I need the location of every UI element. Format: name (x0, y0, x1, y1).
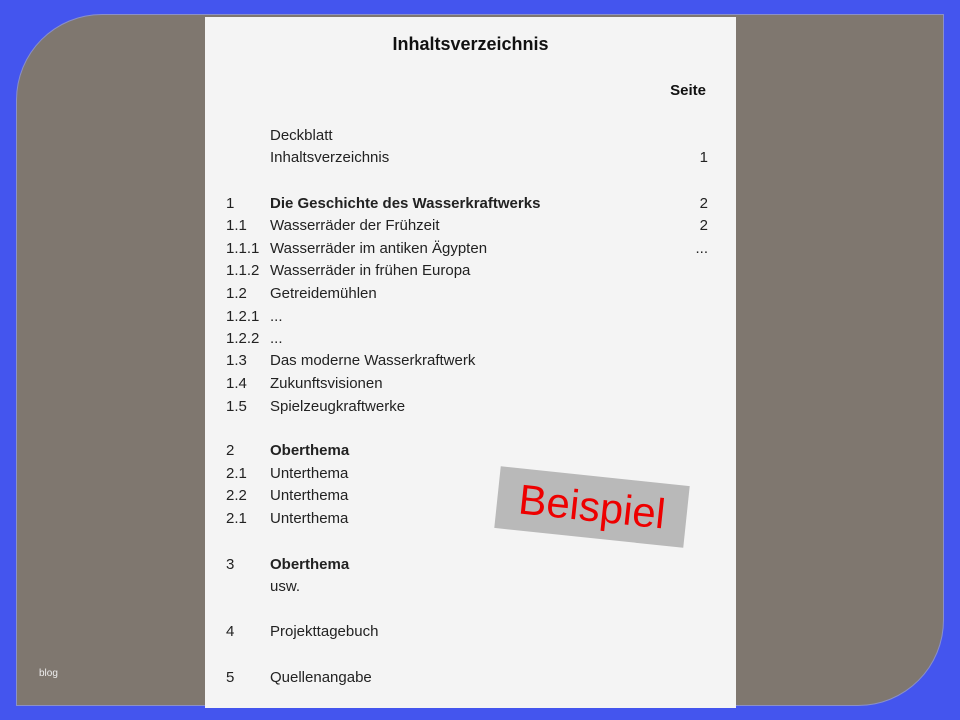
toc-entry-num: 1.2.2 (226, 330, 260, 347)
toc-entry (205, 308, 736, 328)
toc-entry (205, 352, 736, 372)
toc-entry (205, 623, 736, 643)
toc-entry-text: ... (270, 330, 283, 347)
toc-entry (205, 262, 736, 282)
toc-entry-text: Inhaltsverzeichnis (270, 149, 390, 166)
example-stamp: Beispiel (494, 466, 689, 548)
toc-entry (205, 285, 736, 305)
toc-entry-text: Deckblatt (270, 127, 333, 144)
toc-entry-text: usw. (270, 578, 301, 595)
toc-entry-num: 1.2 (226, 285, 247, 302)
toc-entry-num: 1.3 (226, 352, 247, 369)
toc-entry-num: 1.4 (226, 375, 247, 392)
toc-entry-num: 4 (226, 623, 235, 640)
toc-entry-text: Die Geschichte des Wasserkraftwerks (270, 195, 541, 212)
toc-entry-num: 3 (226, 556, 235, 573)
toc-entry-num: 1.1.1 (226, 240, 260, 257)
toc-entry-num: 1 (226, 195, 235, 212)
document-page (205, 17, 736, 708)
toc-entry-page: 2 (699, 195, 708, 212)
toc-entry-text: Spielzeugkraftwerke (270, 398, 406, 415)
toc-entry-text: Projekttagebuch (270, 623, 379, 640)
toc-entry-num: 1.5 (226, 398, 247, 415)
toc-entry (205, 669, 736, 689)
toc-entry-text: Wasserräder in frühen Europa (270, 262, 471, 279)
toc-entry-text: Unterthema (270, 465, 349, 482)
toc-entry (205, 217, 736, 237)
toc-entry (205, 442, 736, 462)
toc-entry-text: Das moderne Wasserkraftwerk (270, 352, 476, 369)
toc-entry (205, 375, 736, 395)
toc-entry-page: 2 (699, 217, 708, 234)
toc-entry (205, 330, 736, 350)
toc-entry (205, 240, 736, 260)
toc-entry-text: Oberthema (270, 442, 350, 459)
toc-entry-page: ... (695, 240, 708, 257)
toc-entry (205, 556, 736, 576)
toc-entry-page: 1 (699, 149, 708, 166)
toc-entry-num: 1.1.2 (226, 262, 260, 279)
toc-entry (205, 149, 736, 169)
toc-entry-text: Quellenangabe (270, 669, 372, 686)
toc-entry-num: 1.2.1 (226, 308, 260, 325)
blog-label: blog (39, 668, 58, 679)
toc-entry-num: 2.1 (226, 465, 247, 482)
toc-entry-text: Unterthema (270, 487, 349, 504)
toc-entry-text: Oberthema (270, 556, 350, 573)
toc-entry (205, 127, 736, 147)
toc-entry (205, 195, 736, 215)
toc-entry-num: 2.1 (226, 510, 247, 527)
page-column-header: Seite (670, 82, 706, 99)
toc-entry-text: Unterthema (270, 510, 349, 527)
toc-entry-num: 2 (226, 442, 235, 459)
toc-entry-text: ... (270, 308, 283, 325)
toc-entry-text: Wasserräder der Frühzeit (270, 217, 440, 234)
toc-entry-text: Getreidemühlen (270, 285, 377, 302)
toc-entry (205, 398, 736, 418)
toc-entry-text: Wasserräder im antiken Ägypten (270, 240, 488, 257)
document-title: Inhaltsverzeichnis (392, 34, 549, 54)
toc-entry-num: 1.1 (226, 217, 247, 234)
toc-entry-text: Zukunftsvisionen (270, 375, 383, 392)
toc-entry-num: 5 (226, 669, 235, 686)
toc-entry (205, 578, 736, 598)
toc-entry-num: 2.2 (226, 487, 247, 504)
